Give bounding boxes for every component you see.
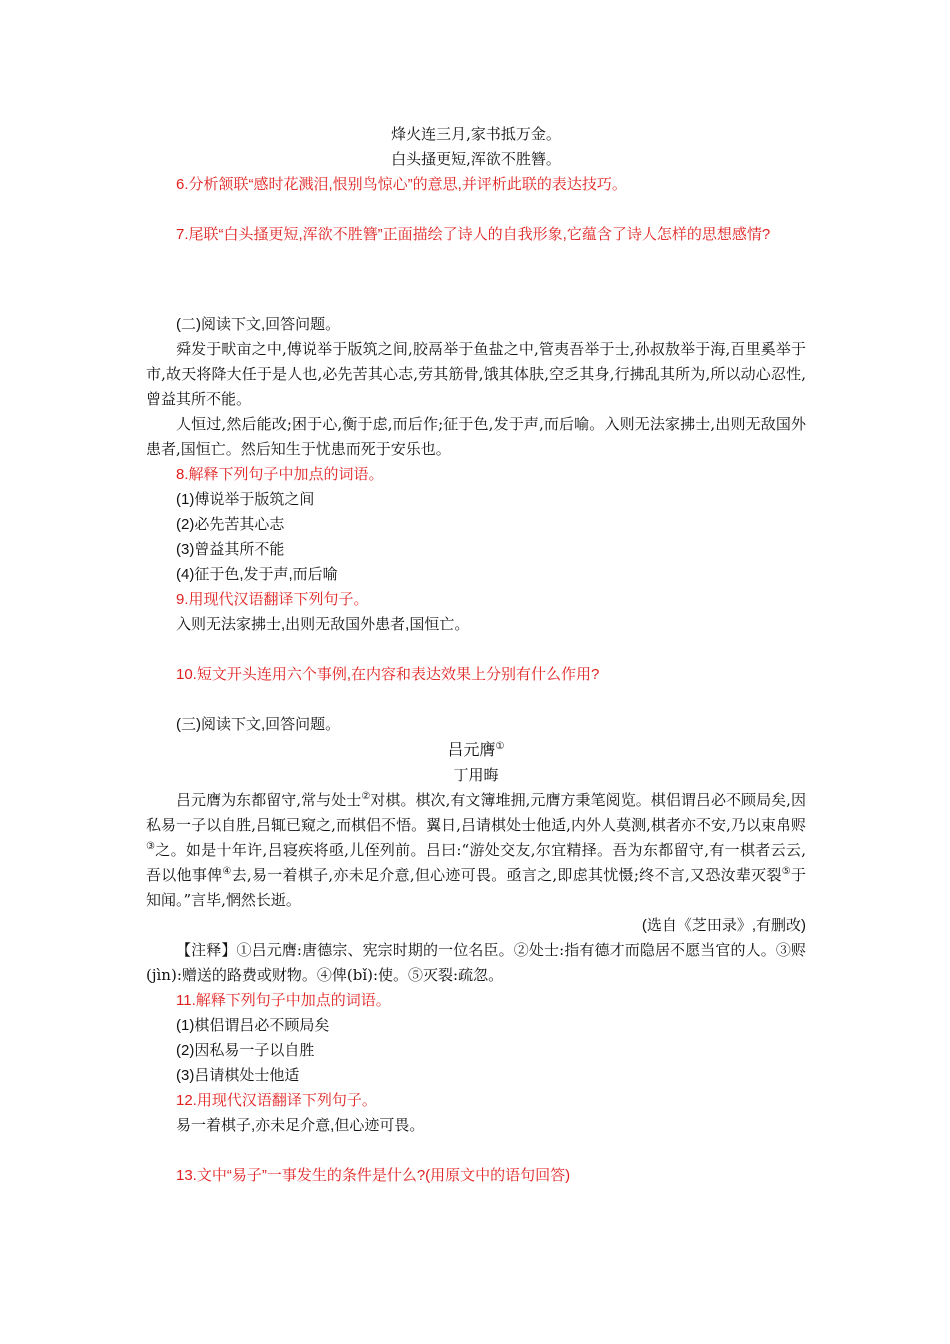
passage-text: 去,易一着棋子,亦未足介意,但心迹可畏。亟言之,即虑其忧慑;终不言,又恐汝辈灭裂 xyxy=(231,866,782,884)
passage-text: 吕元膺为东都留守,常与处士 xyxy=(176,791,362,809)
passage-text: 之。如是十年许,吕寝疾将亟,儿侄列前。吕曰:“游处交友,尔宜精择。吾为东都留守,有一棋者云云,吾以他事俾 xyxy=(146,841,806,884)
question-item: (3)曾益其所不能 xyxy=(176,541,285,558)
translation-sentence: 入则无法家拂士,出则无敌国外患者,国恒亡。 xyxy=(176,616,470,633)
annotation-notes: 【注释】①吕元膺:唐德宗、宪宗时期的一位名臣。②处士:指有德才而隐居不愿当官的人。③赆(jìn):赠送的路费或财物。④俾(bǐ):使。⑤灭裂:疏忽。 xyxy=(146,941,806,984)
question-8: 8.解释下列句子中加点的词语。 xyxy=(176,466,384,483)
passage-paragraph xyxy=(146,788,806,913)
section-heading: (三)阅读下文,回答问题。 xyxy=(176,716,341,733)
footnote-marker: ② xyxy=(361,791,371,802)
footnote-marker: ① xyxy=(495,741,505,752)
passage-text: 于知闻。”言毕,惘然长逝。 xyxy=(146,866,806,909)
passage-source: (选自《芝田录》,有删改) xyxy=(641,917,806,934)
section-heading: (二)阅读下文,回答问题。 xyxy=(176,316,341,333)
question-10: 10.短文开头连用六个事例,在内容和表达效果上分别有什么作用? xyxy=(176,666,600,683)
document-content xyxy=(146,122,806,1188)
passage-title-text: 吕元膺 xyxy=(447,740,496,759)
question-item: (1)傅说举于版筑之间 xyxy=(176,491,315,508)
question-7: 7.尾联“白头搔更短,浑欲不胜簪”正面描绘了诗人的自我形象,它蕴含了诗人怎样的思想感情? xyxy=(176,226,771,243)
question-9: 9.用现代汉语翻译下列句子。 xyxy=(176,591,369,608)
question-11: 11.解释下列句子中加点的词语。 xyxy=(176,992,391,1009)
footnote-marker: ③ xyxy=(146,841,156,852)
question-6: 6.分析颔联“感时花溅泪,恨别鸟惊心”的意思,并评析此联的表达技巧。 xyxy=(176,176,627,193)
footnote-marker: ④ xyxy=(222,866,232,877)
question-12: 12.用现代汉语翻译下列句子。 xyxy=(176,1092,377,1109)
question-13: 13.文中“易子”一事发生的条件是什么?(用原文中的语句回答) xyxy=(176,1167,571,1184)
passage-paragraph: 舜发于畎亩之中,傅说举于版筑之间,胶鬲举于鱼盐之中,管夷吾举于士,孙叔敖举于海,百里奚举于市,故天将降大任于是人也,必先苦其心志,劳其筋骨,饿其体肤,空乏其身,行拂乱其所为,所以动心忍性,曾益其所不能。 xyxy=(146,340,806,408)
question-item: (3)吕请棋处士他适 xyxy=(176,1067,300,1084)
question-item: (4)征于色,发于声,而后喻 xyxy=(176,566,338,583)
passage-paragraph: 人恒过,然后能改;困于心,衡于虑,而后作;征于色,发于声,而后喻。入则无法家拂士,出则无敌国外患者,国恒亡。然后知生于忧患而死于安乐也。 xyxy=(146,415,806,458)
passage-title xyxy=(146,737,806,763)
poem-line: 白头搔更短,浑欲不胜簪。 xyxy=(391,150,561,168)
footnote-marker: ⑤ xyxy=(781,866,791,877)
passage-author: 丁用晦 xyxy=(453,766,499,784)
question-item: (2)因私易一子以自胜 xyxy=(176,1042,315,1059)
poem-line: 烽火连三月,家书抵万金。 xyxy=(391,125,561,143)
question-item: (1)棋侣谓吕必不顾局矣 xyxy=(176,1017,330,1034)
translation-sentence: 易一着棋子,亦未足介意,但心迹可畏。 xyxy=(176,1117,425,1134)
question-item: (2)必先苦其心志 xyxy=(176,516,285,533)
passage-text: 对棋。棋次,有文簿堆拥,元膺方秉笔阅览。棋侣谓吕必不顾局矣,因私易一子以自胜,吕辄已窥之,而棋侣不悟。翼日,吕请棋处士他适,内外人莫测,棋者亦不安,乃以束帛赆 xyxy=(146,791,806,834)
